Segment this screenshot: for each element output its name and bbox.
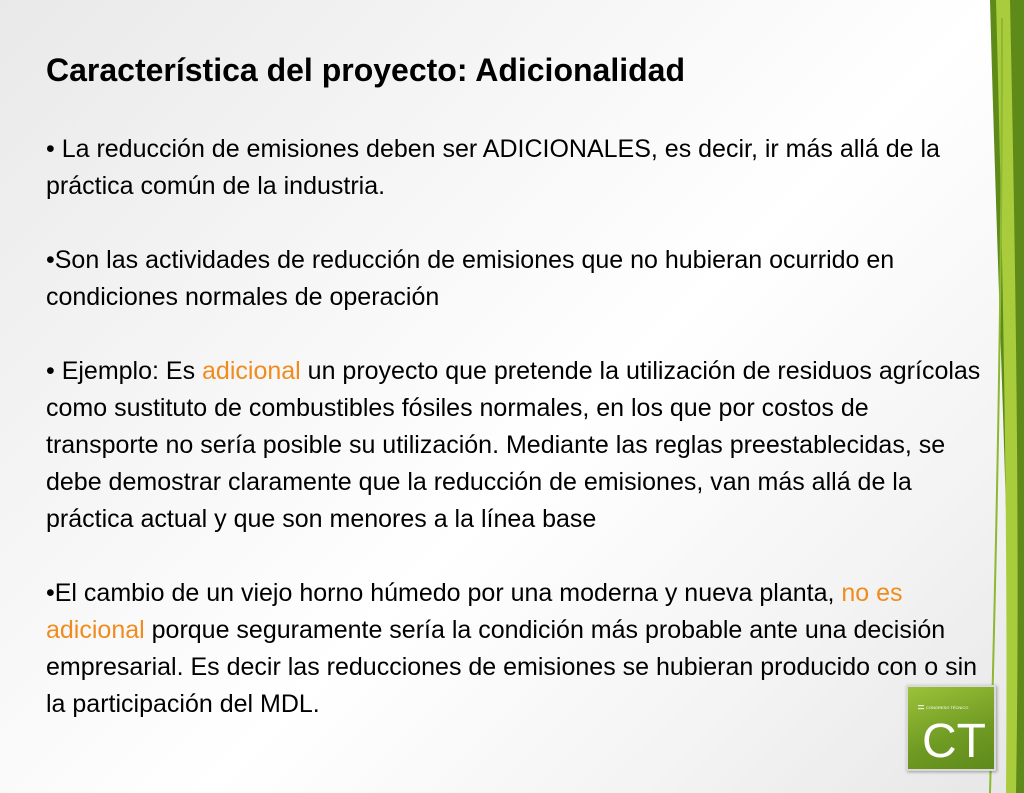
bullet-1: • La reducción de emisiones deben ser ADICIONALES, es decir, ir más allá de la práctica común de la industria.: [46, 135, 940, 200]
green-stripe-dark: [990, 0, 1024, 793]
slide-body: [46, 131, 981, 723]
bullet-3-highlight: adicional: [202, 357, 301, 385]
bullet-3: [46, 353, 981, 538]
congreso-tecnico-logo: [906, 685, 996, 771]
logo-small-text: CONGRESO TÉCNICO: [926, 705, 969, 710]
bullet-4: [46, 575, 981, 723]
bullet-4-highlight: no es adicional: [46, 579, 903, 644]
bullet-4-post: porque seguramente sería la condición más probable ante una decisión empresarial. Es decir las reducciones de emisiones se hubieran producido con o sin la participación del MDL.: [46, 616, 978, 718]
logo-letters: CT: [922, 715, 986, 768]
bullet-3-pre: • Ejemplo: Es: [46, 357, 203, 385]
bullet-4-pre: •El cambio de un viejo horno húmedo por una moderna y nueva planta,: [46, 579, 842, 607]
bullet-3-post: un proyecto que pretende la utilización de residuos agrícolas como sustituto de combustibles fósiles normales, en los que por costos de transporte no sería posible su utilización. Mediante las reglas preestablecidas, se debe demostrar claramente que la reducción de emisiones, van más allá de la práctica actual y que son menores a la línea base: [46, 357, 981, 533]
bullet-2: •Son las actividades de reducción de emisiones que no hubieran ocurrido en condiciones normales de operación: [46, 246, 895, 311]
slide-title: Característica del proyecto: Adicionalidad: [46, 52, 685, 88]
logo-mark-icon: [908, 687, 994, 769]
green-stripe-light: [996, 0, 1018, 793]
green-line-thin: [990, 18, 1002, 793]
